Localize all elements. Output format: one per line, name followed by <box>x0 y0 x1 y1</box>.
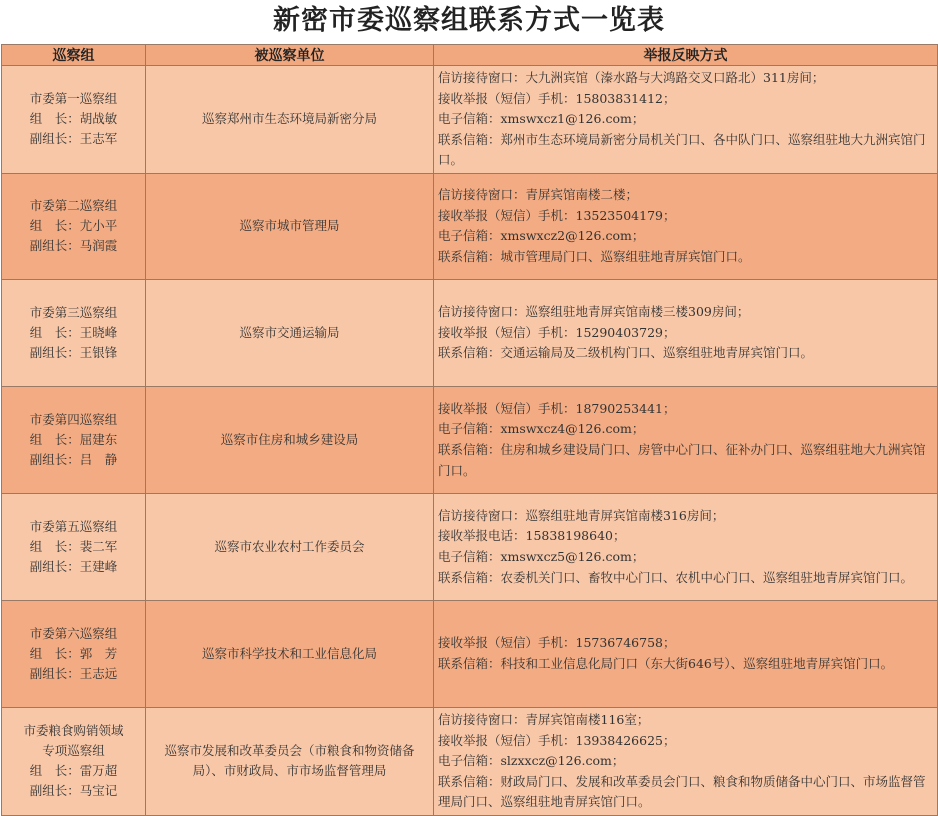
header-group: 巡察组 <box>2 45 146 66</box>
group-deputy: 副组长：吕 静 <box>29 451 118 467</box>
group-leader: 组 长：尤小平 <box>29 218 118 234</box>
contact-line: 联系信箱：财政局门口、发展和改革委员会门口、粮食和物质储备中心门口、市场监督管理局门口、巡察组驻地青屏宾馆门口。 <box>438 773 926 810</box>
table-row <box>2 386 938 493</box>
group-leader: 组 长：屈建东 <box>29 431 118 447</box>
group-leader: 组 长：王晓峰 <box>29 324 118 340</box>
contact-line: 信访接待窗口：巡察组驻地青屏宾馆南楼316房间； <box>438 507 725 523</box>
contact-line: 联系信箱：科技和工业信息化局门口（东大街646号）、巡察组驻地青屏宾馆门口。 <box>438 655 894 671</box>
contact-line: 接收举报（短信）手机：15290403729； <box>438 324 676 340</box>
contact-line: 联系信箱：住房和城乡建设局门口、房管中心门口、征补办门口、巡察组驻地大九洲宾馆门口。 <box>438 441 926 478</box>
group-leader: 组 长：胡战敏 <box>29 111 118 127</box>
contact-line: 接收举报（短信）手机：13523504179； <box>438 207 676 223</box>
group-deputy: 副组长：马宝记 <box>29 783 118 799</box>
table-row <box>2 173 938 279</box>
unit-cell: 巡察市城市管理局 <box>146 173 434 279</box>
contact-line: 接收举报（短信）手机：18790253441； <box>438 400 676 416</box>
group-name: 市委第一巡察组 <box>29 91 118 107</box>
unit-cell: 巡察市住房和城乡建设局 <box>146 386 434 493</box>
header-contact: 举报反映方式 <box>434 45 938 66</box>
unit-cell: 巡察市发展和改革委员会（市粮食和物资储备局）、市财政局、市市场监督管理局 <box>146 707 434 815</box>
contact-line: 联系信箱：农委机关门口、畜牧中心门口、农机中心门口、巡察组驻地青屏宾馆门口。 <box>438 569 914 585</box>
group-deputy: 副组长：马润霞 <box>29 238 118 254</box>
contact-line: 电子信箱：xmswxcz2@126.com； <box>438 228 645 244</box>
contact-line: 信访接待窗口：青屏宾馆南楼二楼； <box>438 187 639 203</box>
contact-line: 联系信箱：城市管理局门口、巡察组驻地青屏宾馆门口。 <box>438 249 751 265</box>
group-name-sub: 专项巡察组 <box>42 743 105 759</box>
contact-line: 电子信箱：xmswxcz5@126.com； <box>438 548 645 564</box>
contact-line: 电子信箱：xmswxcz4@126.com； <box>438 421 645 437</box>
contact-line: 信访接待窗口：大九洲宾馆（溱水路与大鸿路交叉口路北）311房间； <box>438 70 825 85</box>
unit-cell: 巡察市科学技术和工业信息化局 <box>146 600 434 707</box>
contact-line: 信访接待窗口：青屏宾馆南楼116室； <box>438 711 650 727</box>
table-row <box>2 66 938 174</box>
group-deputy: 副组长：王银锋 <box>29 344 118 360</box>
group-cell <box>2 386 146 493</box>
table-row <box>2 600 938 707</box>
group-cell <box>2 707 146 815</box>
group-name: 市委第四巡察组 <box>29 411 118 427</box>
contact-cell <box>434 279 938 386</box>
contact-line: 电子信箱：xmswxcz1@126.com； <box>438 111 645 127</box>
contact-line: 接收举报电话：15838198640； <box>438 528 626 544</box>
page-title: 新密市委巡察组联系方式一览表 <box>273 5 665 36</box>
group-name: 市委第五巡察组 <box>29 518 118 534</box>
group-cell <box>2 66 146 174</box>
unit-cell: 巡察郑州市生态环境局新密分局 <box>146 66 434 174</box>
contact-table <box>1 44 938 816</box>
group-leader: 组 长：裴二军 <box>29 538 118 554</box>
unit-cell: 巡察市农业农村工作委员会 <box>146 493 434 600</box>
contact-cell <box>434 173 938 279</box>
contact-line: 接收举报（短信）手机：15803831412； <box>438 90 676 106</box>
group-name: 市委第二巡察组 <box>29 198 118 214</box>
group-leader: 组 长：郭 芳 <box>29 645 118 661</box>
contact-cell <box>434 600 938 707</box>
contact-cell <box>434 493 938 600</box>
group-deputy: 副组长：王建峰 <box>29 558 118 574</box>
group-deputy: 副组长：王志军 <box>29 131 118 147</box>
group-cell <box>2 600 146 707</box>
group-leader: 组 长：雷万超 <box>29 763 118 779</box>
group-cell <box>2 493 146 600</box>
contact-line: 信访接待窗口：巡察组驻地青屏宾馆南楼三楼309房间； <box>438 304 750 320</box>
group-name: 市委粮食购销领域 <box>23 723 124 739</box>
contact-line: 联系信箱：交通运输局及二级机构门口、巡察组驻地青屏宾馆门口。 <box>438 345 814 361</box>
table-row <box>2 493 938 600</box>
group-name: 市委第六巡察组 <box>29 625 118 641</box>
group-deputy: 副组长：王志远 <box>29 665 118 681</box>
contact-cell <box>434 66 938 174</box>
contact-line: 联系信箱：郑州市生态环境局新密分局机关门口、各中队门口、巡察组驻地大九洲宾馆门口。 <box>438 131 926 168</box>
header-unit: 被巡察单位 <box>146 45 434 66</box>
table-row <box>2 707 938 815</box>
table-header-row <box>2 45 938 66</box>
contact-line: 电子信箱：slzxxcz@126.com； <box>438 753 625 769</box>
unit-cell: 巡察市交通运输局 <box>146 279 434 386</box>
contact-line: 接收举报（短信）手机：15736746758； <box>438 635 676 651</box>
group-cell <box>2 279 146 386</box>
table-row <box>2 279 938 386</box>
group-name: 市委第三巡察组 <box>29 304 118 320</box>
contact-cell <box>434 386 938 493</box>
contact-line: 接收举报（短信）手机：13938426625； <box>438 732 676 748</box>
contact-cell <box>434 707 938 815</box>
group-cell <box>2 173 146 279</box>
